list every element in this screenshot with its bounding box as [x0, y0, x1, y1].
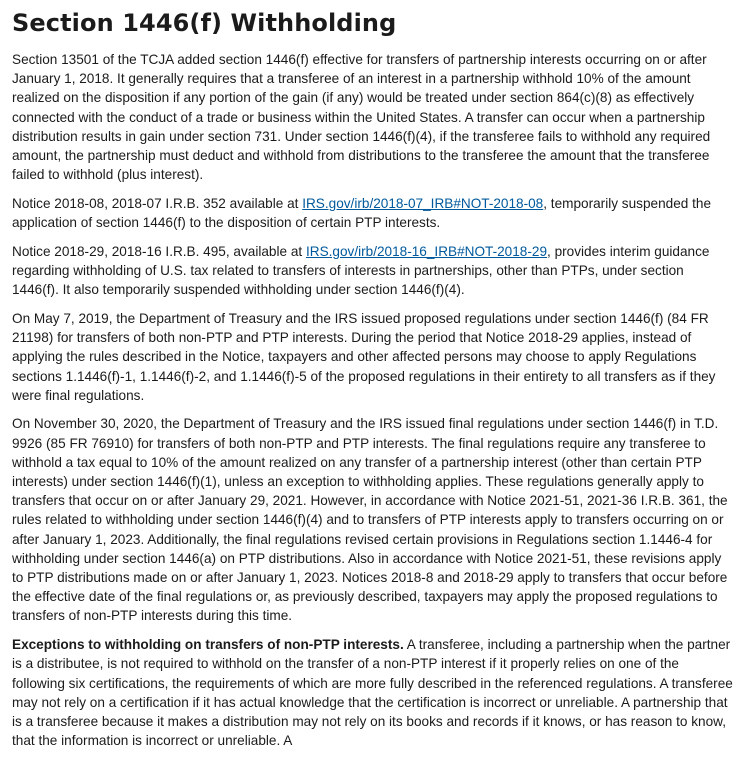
paragraph-notice-2018-29: [12, 242, 734, 300]
document-page: [12, 0, 734, 750]
paragraph-text: On May 7, 2019, the Department of Treasury and the IRS issued proposed regulations under section 1446(f) (84 FR 21198) for transfers of both non-PTP and PTP interests. During the period that Notice 2018-29 applies, instead of applying the rules described in the Notice, taxpayers and other affected persons may choose to apply Regulations sections 1.1446(f)-1, 1.1446(f)-2, and 1.1446(f)-5 of the proposed regulations in their entirety to all transfers as if they were final regulations.: [12, 310, 716, 403]
paragraph-text-before: Notice 2018-08, 2018-07 I.R.B. 352 available at: [12, 195, 303, 211]
irb-link-2018-07[interactable]: IRS.gov/irb/2018-07_IRB#NOT-2018-08: [302, 195, 544, 211]
paragraph-final-regulations: [12, 414, 734, 625]
section-heading: Section 1446(f) Withholding: [12, 9, 397, 37]
paragraph-text-after: , temporarily suspended the application of section 1446(f) to the disposition of certain PTP interests.: [12, 195, 712, 231]
paragraph-tcja-overview: [12, 50, 734, 184]
paragraph-lead-in: Exceptions to withholding on transfers of non-PTP interests.: [12, 637, 404, 653]
paragraph-text: On November 30, 2020, the Department of Treasury and the IRS issued final regulations under section 1446(f) in T.D. 9926 (85 FR 76910) for transfers of both non-PTP and PTP interests. The final regulations require any transferee to withhold a tax equal to 10% of the amount realized on any transfer of a partnership interest (other than certain PTP interests) under section 1446(f)(1), unless an exception to withholding applies. These regulations generally apply to transfers that occur on or after January 29, 2021. However, in accordance with Notice 2021-51, 2021-36 I.R.B. 361, the rules related to withholding under section 1446(f)(4) and to transfers of PTP interests apply to transfers occurring on or after January 1, 2023. Additionally, the final regulations revised certain provisions in Regulations section 1.1446-4 for withholding under section 1446(a) on PTP distributions. Also in accordance with Notice 2021-51, these revisions apply to PTP distributions made on or after January 1, 2023. Notices 2018-8 and 2018-29 apply to transfers that occur before the effective date of the final regulations or, as previously described, taxpayers may apply the proposed regulations to transfers of non-PTP interests during this time.: [12, 416, 728, 624]
paragraph-text: A transferee, including a partnership when the partner is a distributee, is not required to withhold on the transfer of a non-PTP interest if it properly relies on one of the following six certifications, the requirements of which are more fully described in the referenced regulations. A transferee may not rely on a certification if it has actual knowledge that the certification is incorrect or unreliable. A partnership that is a transferee because it makes a distribution may not rely on its books and records if it knows, or has reason to know, that the information is incorrect or unreliable. A: [12, 637, 733, 749]
paragraph-notice-2018-08: [12, 194, 734, 232]
paragraph-proposed-regulations: [12, 309, 734, 405]
paragraph-text: Section 13501 of the TCJA added section 1446(f) effective for transfers of partnership interests occurring on or after January 1, 2018. It generally requires that a transferee of an interest in a partnership withhold 10% of the amount realized on the disposition if any portion of the gain (if any) would be treated under section 864(c)(8) as effectively connected with the conduct of a trade or business within the United States. A transfer can occur when a partnership distribution results in gain under section 731. Under section 1446(f)(4), if the transferee fails to withhold any required amount, the partnership must deduct and withhold from distributions to the transferee the amount that the transferee failed to withhold (plus interest).: [12, 52, 711, 183]
paragraph-exceptions: [12, 635, 734, 750]
paragraph-text-after: , provides interim guidance regarding withholding of U.S. tax related to transfers of interests in partnerships, other than PTPs, under section 1446(f). It also temporarily suspended withholding under section 1446(f)(4).: [12, 243, 710, 298]
irb-link-2018-16[interactable]: IRS.gov/irb/2018-16_IRB#NOT-2018-29: [305, 243, 548, 259]
paragraph-text-before: Notice 2018-29, 2018-16 I.R.B. 495, available at: [12, 243, 306, 259]
